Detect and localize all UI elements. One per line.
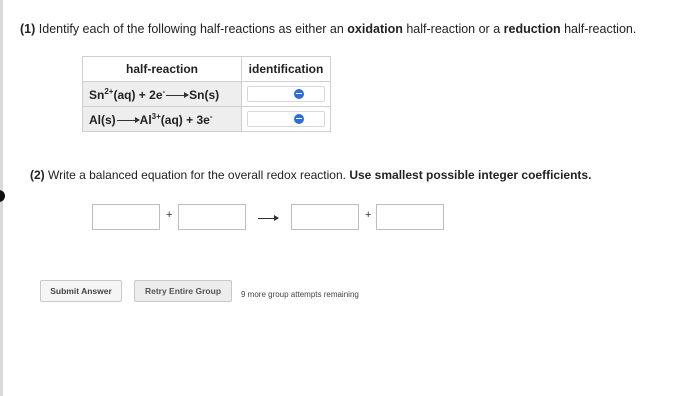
question-2-number: (2)	[30, 168, 45, 182]
species: Al(s)	[89, 112, 116, 127]
header-half-reaction: half-reaction	[83, 57, 242, 82]
half-reaction-1	[83, 82, 242, 107]
plus-sign: +	[166, 209, 173, 221]
species: Al	[139, 112, 152, 127]
identification-select-1[interactable]	[242, 82, 331, 107]
table-row	[83, 107, 331, 132]
reactant-1-input[interactable]	[92, 204, 160, 230]
identification-select-2[interactable]	[242, 107, 331, 132]
attempts-remaining-note: 9 more group attempts remaining	[241, 290, 359, 299]
charge: 2+	[104, 86, 114, 96]
question-1-part: Identify each of the following half-reactions as either an	[38, 22, 344, 36]
charge: -	[162, 86, 166, 96]
instruction-bold: Use smallest possible integer coefficients.	[349, 168, 592, 182]
submit-answer-button[interactable]: Submit Answer	[40, 280, 122, 302]
half-reaction-2	[83, 107, 242, 132]
reduction-term: reduction	[503, 22, 561, 36]
side-handle[interactable]	[0, 190, 5, 202]
dropdown-icon[interactable]	[294, 114, 304, 124]
species: Sn(s)	[189, 87, 220, 102]
reaction-arrow-icon	[166, 95, 188, 96]
charge: 3+	[151, 111, 161, 121]
species: (aq) + 2e	[113, 87, 163, 102]
question-1-number: (1)	[20, 22, 36, 36]
reactant-2-input[interactable]	[178, 204, 246, 230]
equation-arrow-icon	[258, 218, 278, 219]
product-1-input[interactable]	[291, 204, 359, 230]
question-2-text	[30, 168, 591, 182]
table-header-row	[83, 57, 331, 82]
question-1-part: half-reaction or a	[406, 22, 501, 36]
select-box[interactable]	[247, 86, 325, 102]
plus-sign: +	[365, 209, 372, 221]
question-1-part: half-reaction.	[564, 22, 637, 36]
select-box[interactable]	[247, 111, 325, 127]
question-2-part: Write a balanced equation for the overall redox reaction.	[48, 168, 346, 182]
species: (aq) + 3e	[160, 112, 210, 127]
table-row	[83, 82, 331, 107]
charge: -	[209, 111, 213, 121]
retry-entire-group-button[interactable]: Retry Entire Group	[134, 280, 232, 302]
oxidation-term: oxidation	[347, 22, 403, 36]
species: Sn	[89, 87, 105, 102]
product-2-input[interactable]	[376, 204, 444, 230]
header-identification: identification	[242, 57, 331, 82]
half-reaction-table	[82, 56, 331, 132]
question-1-text	[20, 22, 636, 36]
dropdown-icon[interactable]	[294, 89, 304, 99]
reaction-arrow-icon	[117, 120, 139, 121]
